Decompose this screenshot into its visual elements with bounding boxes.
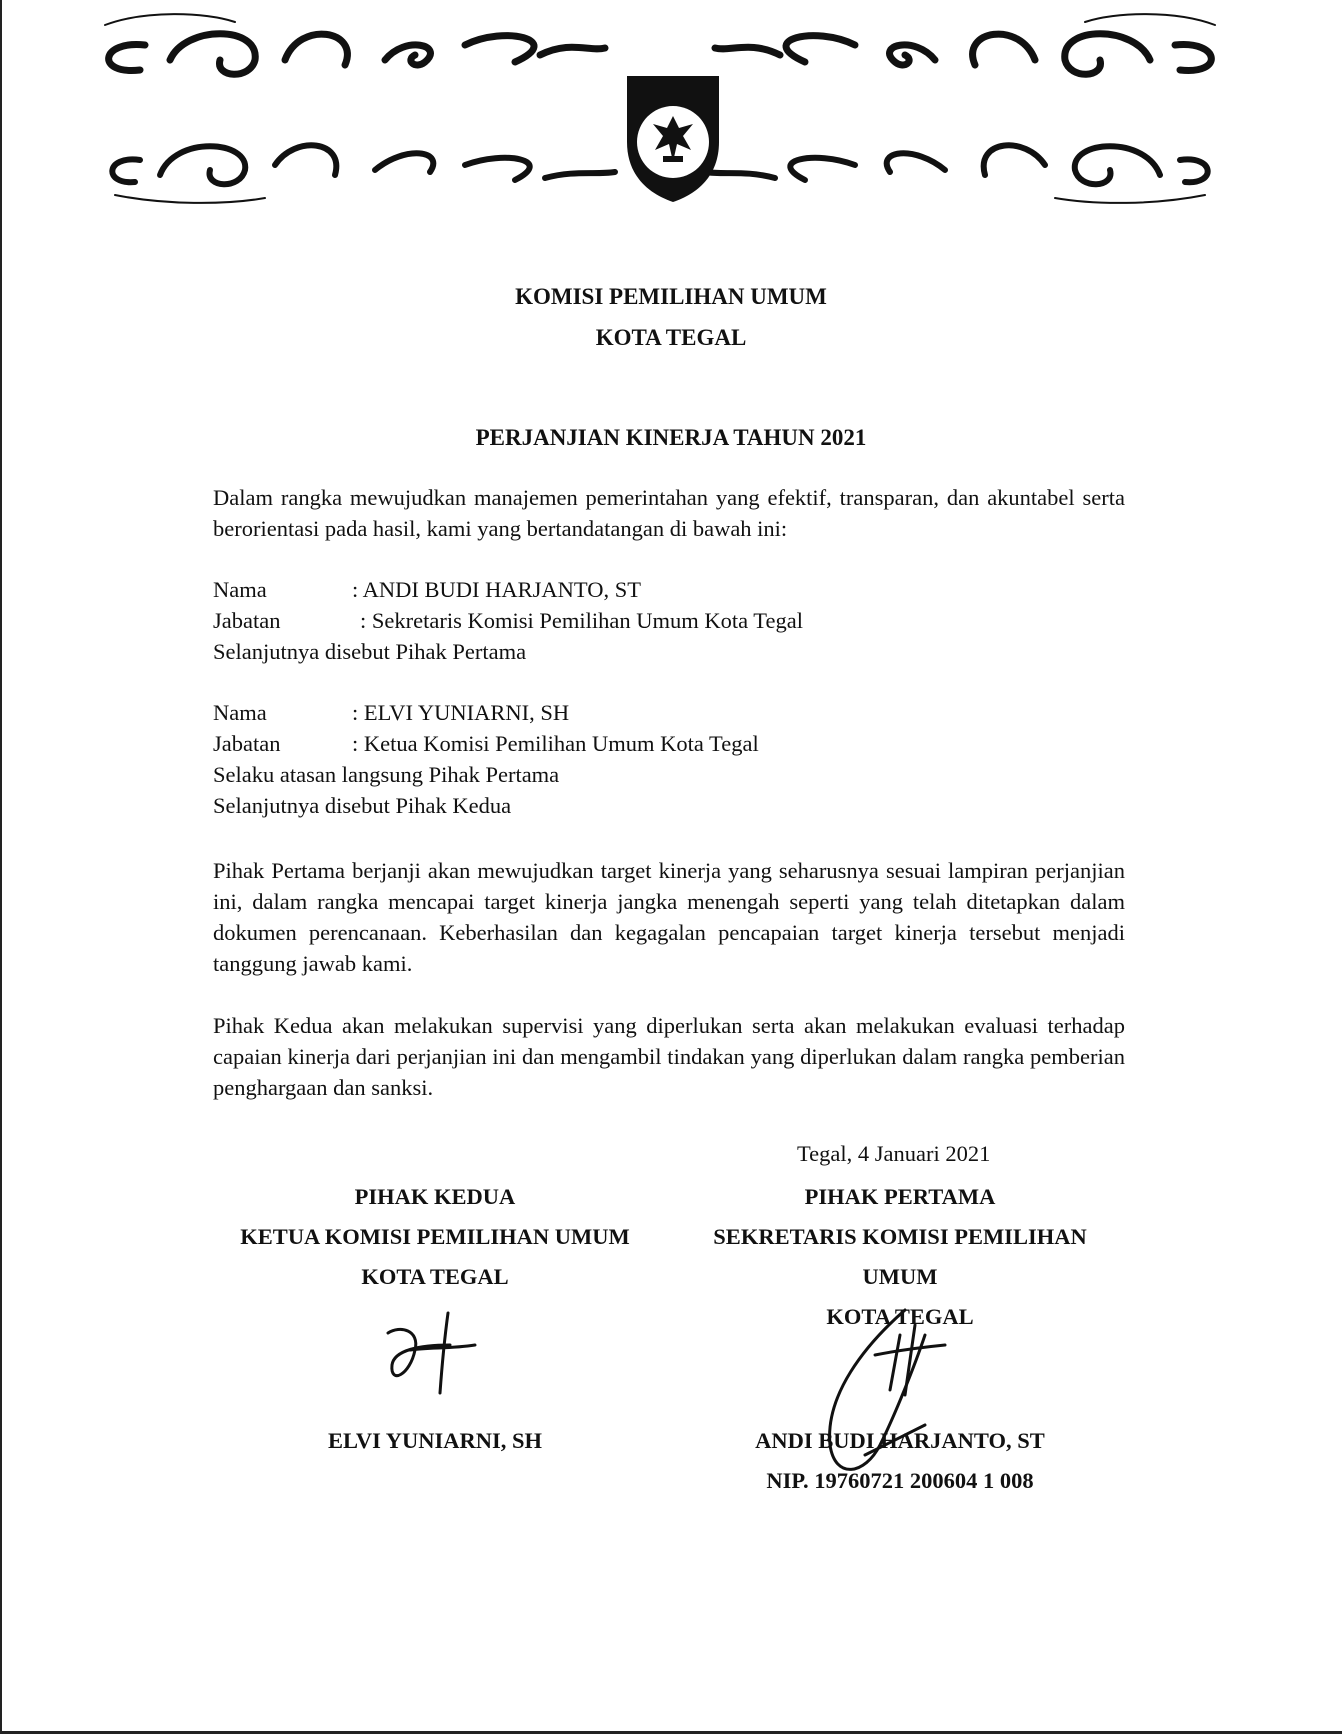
place-date: Tegal, 4 Januari 2021 bbox=[797, 1141, 991, 1166]
party2-designation: Selanjutnya disebut Pihak Kedua bbox=[213, 793, 512, 818]
document-title: PERJANJIAN KINERJA TAHUN 2021 bbox=[475, 425, 867, 450]
party1-name-label: Nama bbox=[213, 577, 267, 602]
org-city: KOTA TEGAL bbox=[595, 325, 747, 350]
signatory-right-title-city: KOTA TEGAL bbox=[826, 1304, 974, 1329]
signatory-right-title: SEKRETARIS KOMISI PEMILIHAN bbox=[713, 1224, 1087, 1249]
signatory-right-nip: NIP. 19760721 200604 1 008 bbox=[766, 1468, 1034, 1493]
party1-designation: Selanjutnya disebut Pihak Pertama bbox=[213, 639, 527, 664]
paragraph-supervision: Pihak Kedua akan melakukan supervisi yang diperlukan serta akan melakukan evaluasi terhadap capaian kinerja dari perjanjian ini dan mengambil tindakan yang diperlukan dalam rangka pemberian penghargaan dan sanksi. bbox=[213, 1013, 1125, 1100]
party2-name-label: Nama bbox=[213, 700, 267, 725]
party2-relation: Selaku atasan langsung Pihak Pertama bbox=[213, 762, 560, 787]
signatory-right-title-cont: UMUM bbox=[862, 1264, 938, 1289]
party1-position-value: : Sekretaris Komisi Pemilihan Umum Kota Tegal bbox=[360, 608, 803, 633]
signatory-left bbox=[215, 1177, 655, 1297]
signatory-left-name: ELVI YUNIARNI, SH bbox=[327, 1428, 542, 1453]
kpu-logo bbox=[617, 72, 729, 204]
party1-name-value: : ANDI BUDI HARJANTO, ST bbox=[352, 577, 641, 602]
party1-position-label: Jabatan bbox=[213, 608, 281, 633]
signatory-right-name-block bbox=[680, 1421, 1120, 1501]
signatory-left-role: PIHAK KEDUA bbox=[354, 1184, 516, 1209]
party2-position-label: Jabatan bbox=[213, 731, 281, 756]
party2-position-value: : Ketua Komisi Pemilihan Umum Kota Tegal bbox=[352, 731, 759, 756]
intro-paragraph: Dalam rangka mewujudkan manajemen pemerintahan yang efektif, transparan, dan akuntabel serta berorientasi pada hasil, kami yang bertandatangan di bawah ini: bbox=[213, 485, 1125, 541]
signatory-left-title-city: KOTA TEGAL bbox=[361, 1264, 509, 1289]
signature-left bbox=[380, 1305, 490, 1405]
org-title: KOMISI PEMILIHAN UMUM bbox=[515, 284, 827, 309]
party2-name-value: : ELVI YUNIARNI, SH bbox=[352, 700, 570, 725]
paragraph-commitment: Pihak Pertama berjanji akan mewujudkan target kinerja yang seharusnya sesuai lampiran perjanjian ini, dalam rangka mencapai target kinerja jangka menengah seperti yang telah ditetapkan dalam dokumen perencanaan. Keberhasilan dan kegagalan pencapaian target kinerja tersebut menjadi tanggung jawab kami. bbox=[213, 858, 1125, 976]
signatory-left-title: KETUA KOMISI PEMILIHAN UMUM bbox=[240, 1224, 630, 1249]
signatory-right-role: PIHAK PERTAMA bbox=[804, 1184, 996, 1209]
signatory-right-name: ANDI BUDI HARJANTO, ST bbox=[755, 1428, 1045, 1453]
